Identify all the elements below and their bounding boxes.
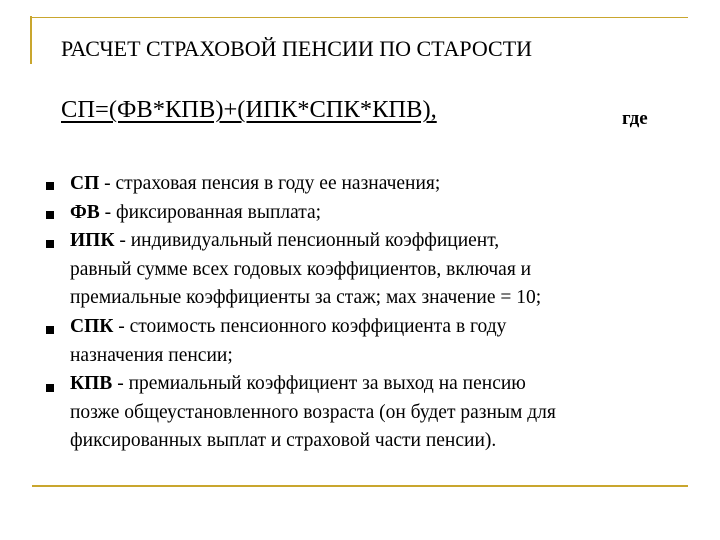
list-item bbox=[70, 170, 710, 199]
definition-text: позже общеустановленного возраста (он будет разным для bbox=[70, 401, 556, 423]
definition-text: - индивидуальный пенсионный коэффициент, bbox=[119, 230, 500, 252]
definition-text: равный сумме всех годовых коэффициентов, включая и bbox=[70, 258, 532, 280]
bullet-marker-icon bbox=[46, 384, 54, 392]
definition-text: - фиксированная выплата; bbox=[104, 201, 322, 223]
definition-text: - стоимость пенсионного коэффициента в году bbox=[118, 315, 507, 337]
bullet-marker-icon bbox=[46, 182, 54, 190]
definition-text: - страховая пенсия в году ее назначения; bbox=[104, 173, 441, 194]
bullet-marker-icon bbox=[46, 240, 54, 248]
term-kpv: КПВ bbox=[70, 373, 113, 395]
definitions-list bbox=[70, 170, 710, 456]
term-ipk: ИПК bbox=[70, 230, 115, 252]
term-spk: СПК bbox=[70, 315, 114, 337]
list-item bbox=[70, 227, 710, 313]
definition-text: фиксированных выплат и страховой части пенсии). bbox=[70, 430, 497, 452]
formula-where-label: где bbox=[622, 108, 648, 129]
bullet-marker-icon bbox=[46, 211, 54, 219]
definition-text: премиальные коэффициенты за стаж; мах значение = 10; bbox=[70, 287, 542, 309]
frame-top-rule bbox=[32, 17, 688, 18]
slide-title: РАСЧЕТ СТРАХОВОЙ ПЕНСИИ ПО СТАРОСТИ bbox=[61, 36, 533, 61]
frame-bottom-rule bbox=[32, 485, 688, 487]
definition-text: назначения пенсии; bbox=[70, 344, 233, 366]
list-item bbox=[70, 370, 710, 456]
term-fv: ФВ bbox=[70, 201, 100, 223]
frame-left-rule bbox=[30, 16, 32, 64]
list-item bbox=[70, 313, 710, 370]
list-item bbox=[70, 199, 710, 228]
bullet-marker-icon bbox=[46, 326, 54, 334]
term-sp: СП bbox=[70, 173, 100, 194]
pension-formula: СП=(ФВ*КПВ)+(ИПК*СПК*КПВ), bbox=[61, 96, 437, 123]
definition-text: - премиальный коэффициент за выход на пенсию bbox=[117, 373, 526, 395]
